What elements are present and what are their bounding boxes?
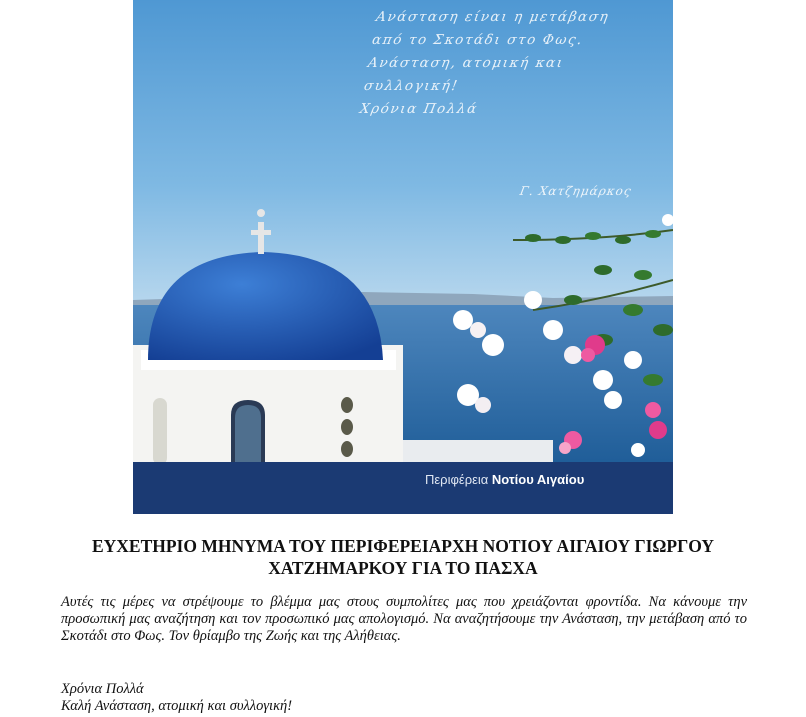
brand-band — [133, 462, 673, 514]
handwritten-line: Χρόνια Πολλά — [358, 101, 480, 117]
closing-line-2: Καλή Ανάσταση, ατομική και συλλογική! — [61, 698, 293, 714]
church-window-glass — [235, 405, 261, 462]
region-label-regular: Περιφέρεια — [425, 472, 492, 487]
handwritten-line: Ανάσταση είναι η μετάβαση — [374, 9, 611, 25]
terrace-wall — [403, 440, 553, 465]
handwritten-message — [358, 6, 678, 121]
side-window — [153, 398, 167, 465]
handwritten-line: συλλογική! — [362, 78, 460, 94]
cross-post — [258, 222, 264, 254]
bell-opening-2 — [341, 419, 353, 435]
page-title — [30, 535, 776, 579]
region-label-bold: Νοτίου Αιγαίου — [491, 472, 585, 487]
region-brand-label — [425, 472, 584, 487]
bell-opening-3 — [341, 441, 353, 457]
title-line-2: ΧΑΤΖΗΜΑΡΚΟΥ ΓΙΑ ΤΟ ΠΑΣΧΑ — [268, 558, 538, 578]
closing-line-1: Χρόνια Πολλά — [61, 681, 144, 697]
cross-top — [257, 209, 265, 217]
signature: Γ. Χατζημάρκος — [518, 184, 633, 198]
title-line-1: ΕΥΧΕΤΗΡΙΟ ΜΗΝΥΜΑ ΤΟΥ ΠΕΡΙΦΕΡΕΙΑΡΧΗ ΝΟΤΙΟΥ ΑΙΓΑΙΟΥ ΓΙΩΡΓΟΥ — [91, 536, 715, 556]
handwritten-line: από το Σκοτάδι στο Φως. — [370, 32, 585, 48]
bell-opening-1 — [341, 397, 353, 413]
handwritten-line: Ανάσταση, ατομική και — [366, 55, 566, 71]
cross-bar — [251, 230, 271, 235]
message-paragraph: Αυτές τις μέρες να στρέψουμε το βλέμμα μας στους συμπολίτες μας που χρειάζονται φροντίδα. Να κάνουμε την προσωπική μας αναζήτηση και τον προσωπικό μας απολογισμό. Να αναζητήσουμε την Ανάσταση, την μετάβαση από το Σκοτάδι στο Φως. Τον θρίαμβο της Ζωής και της Αλήθειας. — [61, 594, 747, 644]
closing-greeting — [61, 681, 747, 715]
